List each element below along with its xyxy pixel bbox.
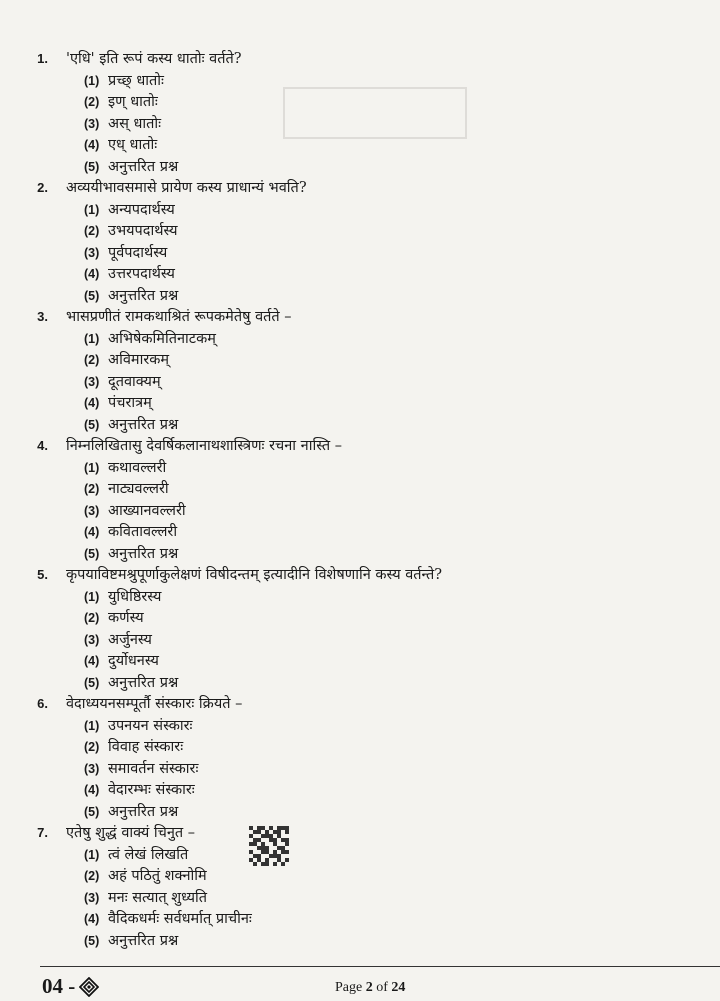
option-item (0, 349, 720, 371)
option-text: दुर्योधनस्य (108, 653, 159, 669)
option-item (0, 779, 720, 801)
question-7 (0, 822, 720, 951)
option-text: अन्यपदार्थस्य (108, 201, 175, 218)
option-text: अनुत्तरित प्रश्न (108, 158, 179, 175)
option-number: (2) (84, 740, 100, 754)
option-text: उभयपदार्थस्य (108, 223, 178, 239)
question-5 (0, 564, 720, 693)
question-text: अव्ययीभावसमासे प्रायेण कस्य प्राधान्यं भवति? (66, 180, 307, 196)
option-text: अनुत्तरित प्रश्न (108, 932, 179, 949)
option-text: त्वं लेखं लिखति (108, 846, 189, 863)
question-3 (0, 306, 720, 435)
question-number: 1. (37, 51, 48, 66)
option-item (0, 865, 720, 887)
option-number: (5) (84, 417, 100, 432)
question-row (0, 306, 720, 328)
option-item (0, 156, 720, 178)
option-item (0, 328, 720, 350)
paper-code (42, 974, 99, 999)
question-row (0, 177, 720, 199)
option-text: अर्जुनस्य (108, 631, 152, 648)
option-item (0, 887, 720, 909)
question-number: 7. (37, 825, 48, 840)
question-row (0, 822, 720, 844)
option-text: कथावल्लरी (108, 459, 167, 476)
option-item (0, 908, 720, 930)
option-number: (1) (84, 589, 100, 604)
option-number: (1) (84, 202, 100, 217)
option-text: मनः सत्यात् शुध्यति (108, 889, 208, 906)
option-text: अनुत्तरित प्रश्न (108, 287, 179, 304)
option-text: आख्यानवल्लरी (108, 502, 186, 519)
option-text: उपनयन संस्कारः (108, 717, 193, 734)
option-item (0, 242, 720, 264)
option-number: (4) (84, 912, 100, 926)
option-number: (3) (84, 890, 100, 905)
option-text: पूर्वपदार्थस्य (108, 244, 168, 261)
page-number: Page 2 of 24 (335, 980, 406, 995)
question-number: 5. (37, 567, 48, 582)
option-text: नाट्यवल्लरी (108, 481, 169, 497)
option-item (0, 736, 720, 758)
option-item (0, 478, 720, 500)
option-number: (1) (84, 847, 100, 862)
question-4 (0, 435, 720, 564)
option-item (0, 220, 720, 242)
option-number: (5) (84, 804, 100, 819)
option-item (0, 607, 720, 629)
option-item (0, 543, 720, 565)
option-item (0, 392, 720, 414)
option-item (0, 521, 720, 543)
option-text: अनुत्तरित प्रश्न (108, 803, 179, 820)
diamond-target-icon (79, 977, 99, 997)
option-item (0, 263, 720, 285)
question-text: 'एधि' इति रूपं कस्य धातोः वर्तते? (66, 51, 242, 67)
option-text: इण् धातोः (108, 94, 158, 110)
option-item (0, 586, 720, 608)
option-number: (1) (84, 718, 100, 733)
option-text: वैदिकधर्मः सर्वधर्मात् प्राचीनः (108, 911, 252, 927)
option-text: अहं पठितुं शक्नोमि (108, 868, 207, 884)
option-text: विवाह संस्कारः (108, 739, 184, 755)
footer-rule (40, 966, 720, 967)
option-item (0, 371, 720, 393)
option-text: कर्णस्य (108, 610, 144, 626)
option-number: (3) (84, 632, 100, 647)
question-list (0, 48, 720, 951)
option-text: उत्तरपदार्थस्य (108, 266, 175, 282)
question-6 (0, 693, 720, 822)
option-number: (1) (84, 460, 100, 475)
question-text: निम्नलिखितासु देवर्षिकलानाथशास्त्रिणः रचना नास्ति – (66, 438, 342, 454)
paper-code-text: 04 - (42, 974, 76, 998)
option-number: (1) (84, 73, 100, 88)
option-text: दूतवाक्यम् (108, 373, 161, 390)
option-text: अनुत्तरित प्रश्न (108, 416, 179, 433)
question-row (0, 693, 720, 715)
option-number: (4) (84, 525, 100, 539)
option-text: पंचरात्रम् (108, 395, 152, 411)
option-number: (3) (84, 503, 100, 518)
option-text: एध् धातोः (108, 137, 158, 153)
option-text: अस् धातोः (108, 115, 162, 132)
question-row (0, 564, 720, 586)
option-item (0, 414, 720, 436)
option-item (0, 91, 720, 113)
option-item (0, 672, 720, 694)
option-number: (2) (84, 611, 100, 625)
option-text: अभिषेकमितिनाटकम् (108, 330, 216, 347)
option-number: (2) (84, 95, 100, 109)
option-text: अनुत्तरित प्रश्न (108, 674, 179, 691)
qr-code-icon (249, 826, 289, 866)
option-number: (2) (84, 482, 100, 496)
option-text: समावर्तन संस्कारः (108, 760, 199, 777)
option-item (0, 844, 720, 866)
option-item (0, 629, 720, 651)
option-item (0, 500, 720, 522)
question-text: वेदाध्ययनसम्पूर्तौ संस्कारः क्रियते – (66, 696, 243, 712)
option-number: (3) (84, 116, 100, 131)
option-number: (5) (84, 675, 100, 690)
option-item (0, 70, 720, 92)
option-number: (5) (84, 933, 100, 948)
option-item (0, 199, 720, 221)
option-item (0, 285, 720, 307)
option-item (0, 457, 720, 479)
question-row (0, 48, 720, 70)
option-number: (4) (84, 783, 100, 797)
option-number: (3) (84, 374, 100, 389)
option-item (0, 758, 720, 780)
question-number: 4. (37, 438, 48, 453)
option-text: अविमारकम् (108, 352, 170, 368)
option-number: (4) (84, 654, 100, 668)
option-number: (1) (84, 331, 100, 346)
option-number: (2) (84, 353, 100, 367)
option-number: (2) (84, 224, 100, 238)
question-number: 6. (37, 696, 48, 711)
option-number: (4) (84, 396, 100, 410)
question-text: कृपयाविष्टमश्रुपूर्णाकुलेक्षणं विषीदन्तम् इत्यादीनि विशेषणानि कस्य वर्तन्ते? (66, 567, 443, 583)
question-text: भासप्रणीतं रामकथाश्रितं रूपकमेतेषु वर्तते – (66, 309, 292, 325)
option-number: (5) (84, 288, 100, 303)
question-text: एतेषु शुद्धं वाक्यं चिनुत – (66, 825, 196, 841)
option-number: (4) (84, 267, 100, 281)
option-item (0, 134, 720, 156)
question-number: 3. (37, 309, 48, 324)
option-item (0, 650, 720, 672)
option-text: वेदारम्भः संस्कारः (108, 782, 195, 798)
question-2 (0, 177, 720, 306)
option-text: कवितावल्लरी (108, 524, 178, 540)
option-number: (3) (84, 761, 100, 776)
question-1 (0, 48, 720, 177)
option-item (0, 113, 720, 135)
option-number: (4) (84, 138, 100, 152)
option-item (0, 801, 720, 823)
question-row (0, 435, 720, 457)
option-text: अनुत्तरित प्रश्न (108, 545, 179, 562)
option-number: (2) (84, 869, 100, 883)
option-number: (3) (84, 245, 100, 260)
option-number: (5) (84, 159, 100, 174)
option-text: प्रच्छ् धातोः (108, 72, 164, 89)
option-text: युधिष्ठिरस्य (108, 588, 162, 605)
question-number: 2. (37, 180, 48, 195)
option-item (0, 715, 720, 737)
option-item (0, 930, 720, 952)
option-number: (5) (84, 546, 100, 561)
